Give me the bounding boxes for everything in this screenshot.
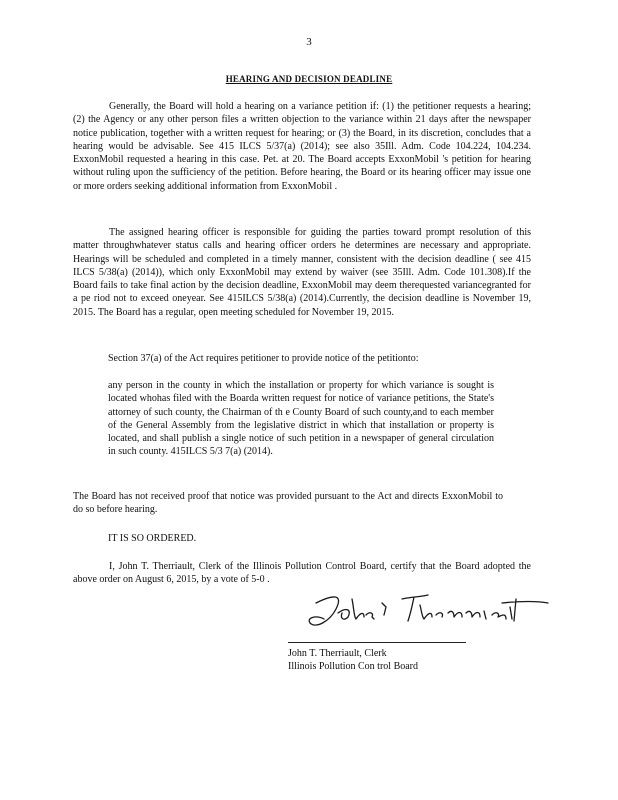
- signer-name: John T. Therriault, Clerk: [288, 648, 387, 659]
- paragraph-notice: The Board has not received proof that notice was provided pursuant to the Act and directs ExxonMobil to do so before hearing.: [73, 491, 503, 516]
- page-number: 3: [306, 36, 312, 48]
- block-quote-statute: any person in the county in which the installation or property for which variance is sought is located whohas filed with the Boarda written request for notice of variance petitions, the State's attorney of such county, the Chairman of th e County Board of such county,and to each member of the General Assembly from the legislative district in which that installation or property is located, and shall publish a single notice of such petition in a newspaper of general circulation in such county. 415ILCS 5/3 7(a) (2014).: [108, 380, 494, 458]
- order-statement: IT IS SO ORDERED.: [108, 533, 197, 544]
- signature-block: [288, 647, 418, 673]
- paragraph-hearing: Generally, the Board will hold a hearing on a variance petition if: (1) the petitioner requests a hearing; (2) the Agency or any other person files a written objection to the variance within 21 days after the newspaper notice publication, together with a written request for hearing; or (3) the Board, in its discretion, concludes that a hearing would be advisable. See 415 ILCS 5/37(a) (2014); see also 35Ill. Adm. Code 104.224, 104.234. ExxonMobil requested a hearing in this case. Pet. at 20. The Board accepts ExxonMobil 's petition for hearing without ruling upon the sufficiency of the petition. Before hearing, the Board or its hearing officer may issue one or more orders seeking additional information from ExxonMobil .: [73, 101, 531, 192]
- paragraph-hearing-officer: The assigned hearing officer is responsible for guiding the parties toward prompt resolution of this matter throughwhatever status calls and hearing officer orders he determines are necessary and appropriate. Hearings will be scheduled and completed in a timely manner, consistent with the decision deadline ( see 415 ILCS 5/38(a) (2014)), which only ExxonMobil may extend by waiver (see 35Ill. Adm. Code 101.308).If the Board fails to take final action by the decision deadline, ExxonMobil may deem therequested variancegranted for a pe riod not to exceed oneyear. See 415ILCS 5/38(a) (2014).Currently, the decision deadline is November 19, 2015. The Board has a regular, open meeting scheduled for November 19, 2015.: [73, 227, 531, 318]
- signer-organization: Illinois Pollution Con trol Board: [288, 661, 419, 672]
- section-heading: HEARING AND DECISION DEADLINE: [225, 74, 393, 84]
- clerk-certification: I, John T. Therriault, Clerk of the Illinois Pollution Control Board, certify that the Board adopted the above order on August 6, 2015, by a vote of 5-0 .: [73, 561, 531, 586]
- paragraph-section-37a: Section 37(a) of the Act requires petitioner to provide notice of the petitionto:: [108, 353, 419, 364]
- signature-line: [288, 642, 466, 643]
- handwritten-signature: [302, 585, 552, 635]
